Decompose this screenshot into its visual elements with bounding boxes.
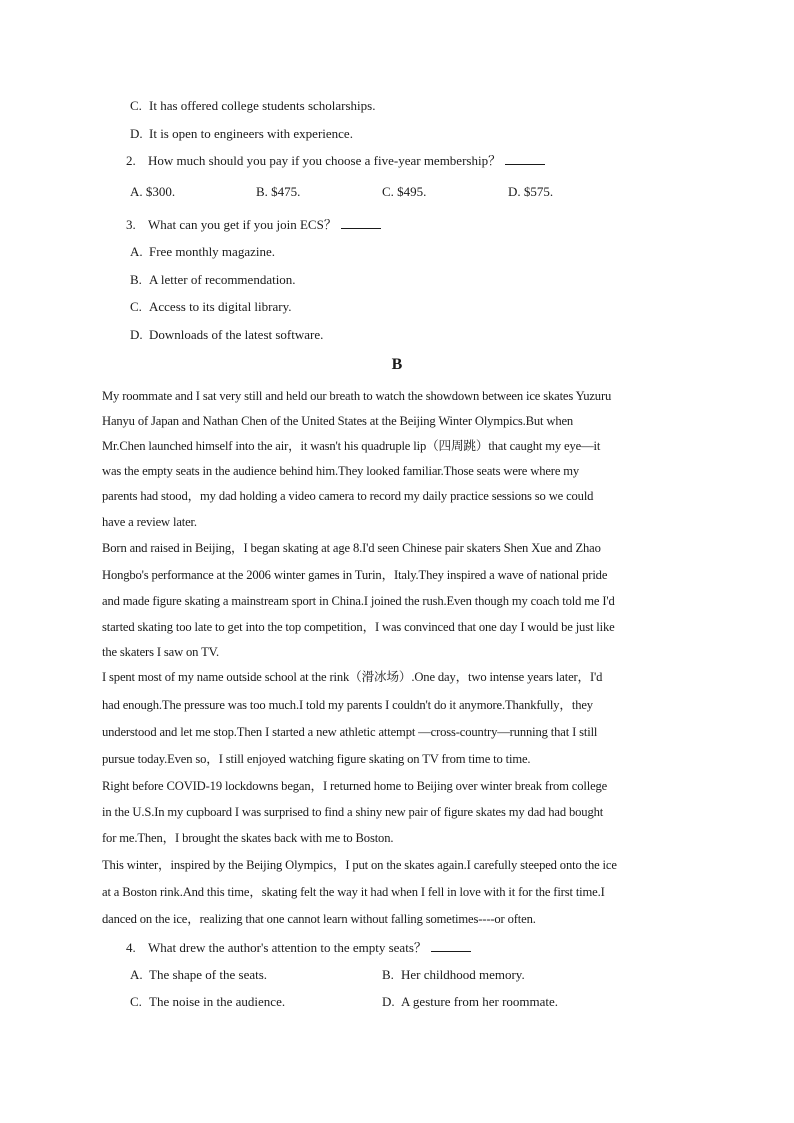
option-text: Free monthly magazine. <box>149 244 275 259</box>
option-text: Her childhood memory. <box>401 967 525 982</box>
passage-line: Right before COVID-19 lockdowns began，I returned home to Beijing over winter break from college <box>102 779 608 793</box>
q3-option-b <box>130 272 296 288</box>
option-label: D. <box>382 994 395 1009</box>
option-label: D. <box>130 126 143 141</box>
question-number: 3. <box>126 217 136 232</box>
passage-line: Born and raised in Beijing，I began skating at age 8.I'd seen Chinese pair skaters Shen Xue and Zhao <box>102 541 601 555</box>
passage-line: for me.Then，I brought the skates back with me to Boston. <box>102 831 394 845</box>
answer-blank[interactable] <box>341 216 381 229</box>
q4-option-a <box>130 967 267 983</box>
option-label: A. <box>130 967 143 982</box>
option-label: C. <box>382 184 394 199</box>
option-text: It has offered college students scholarships. <box>149 98 376 113</box>
question-4 <box>126 939 471 956</box>
passage-line: Hanyu of Japan and Nathan Chen of the United States at the Beijing Winter Olympics.But when <box>102 414 574 428</box>
passage-line: in the U.S.In my cupboard I was surprised to find a shiny new pair of figure skates my dad had bought <box>102 805 604 819</box>
passage-line: Mr.Chen launched himself into the air，it wasn't his quadruple lip（四周跳）that caught my eye—it <box>102 439 601 453</box>
passage-line: have a review later. <box>102 515 197 529</box>
q3-option-a <box>130 244 275 260</box>
option-text: $475. <box>271 184 301 199</box>
q4-option-c <box>130 994 285 1010</box>
answer-blank[interactable] <box>431 939 471 952</box>
option-text: The shape of the seats. <box>149 967 268 982</box>
option-label: C. <box>130 299 142 314</box>
answer-blank[interactable] <box>505 152 545 165</box>
passage-line: was the empty seats in the audience behind him.They looked familiar.Those seats were where my <box>102 464 580 478</box>
q3-option-c <box>130 299 292 315</box>
option-text: $300. <box>145 184 176 199</box>
passage-line: Hongbo's performance at the 2006 winter games in Turin，Italy.They inspired a wave of national pride <box>102 568 608 582</box>
option-label: B. <box>382 967 394 982</box>
question-3 <box>126 216 381 233</box>
option-label: C. <box>130 98 142 113</box>
passage-line: I spent most of my name outside school at the rink（滑冰场）.One day，two intense years later，I'd <box>102 670 603 684</box>
q2-option-b <box>256 184 300 200</box>
option-label: A. <box>130 244 143 259</box>
q3-option-d <box>130 327 323 343</box>
option-label: D. <box>130 327 143 342</box>
section-heading: B <box>391 356 403 373</box>
option-text: Downloads of the latest software. <box>149 327 324 342</box>
passage-line: danced on the ice，realizing that one cannot learn without falling sometimes----or often. <box>102 912 536 926</box>
option-label: C. <box>130 994 142 1009</box>
option-label: A. <box>130 184 143 199</box>
passage-line: and made figure skating a mainstream sport in China.I joined the rush.Even though my coach told me I'd <box>102 594 615 608</box>
passage-line: started skating too late to get into the top competition，I was convinced that one day I would be just like <box>102 620 615 634</box>
option-text: The noise in the audience. <box>149 994 286 1009</box>
q4-option-d <box>382 994 558 1010</box>
question-number: 2. <box>126 153 136 168</box>
q2-option-a <box>130 184 175 200</box>
option-text: $495. <box>397 184 427 199</box>
option-text: A gesture from her roommate. <box>401 994 559 1009</box>
passage-line: My roommate and I sat very still and held our breath to watch the showdown between ice skates Yuzuru <box>102 389 612 403</box>
passage-line: the skaters I saw on TV. <box>102 645 219 659</box>
q2-option-c <box>382 184 426 200</box>
passage-line: pursue today.Even so，I still enjoyed watching figure skating on TV from time to time. <box>102 752 531 766</box>
option-text: It is open to engineers with experience. <box>149 126 353 141</box>
passage-line: had enough.The pressure was too much.I told my parents I couldn't do it anymore.Thankfully，they <box>102 698 593 712</box>
question-number: 4. <box>126 940 136 955</box>
q4-option-b <box>382 967 525 983</box>
passage-line: This winter，inspired by the Beijing Olympics，I put on the skates again.I carefully steeped onto the ice <box>102 858 617 872</box>
q1-option-d <box>130 126 353 142</box>
option-label: B. <box>256 184 268 199</box>
passage-line: parents had stood，my dad holding a video camera to record my daily practice sessions so we could <box>102 489 594 503</box>
question-text: What can you get if you join ECS？ <box>148 217 337 232</box>
passage-line: at a Boston rink.And this time，skating felt the way it had when I fell in love with it for the first time.I <box>102 885 605 899</box>
passage-line: understood and let me stop.Then I started a new athletic attempt —cross-country—running that I still <box>102 725 598 739</box>
option-label: D. <box>508 184 521 199</box>
question-2 <box>126 152 545 169</box>
option-text: $575. <box>523 184 554 199</box>
option-label: B. <box>130 272 142 287</box>
q2-option-d <box>508 184 553 200</box>
q1-option-c <box>130 98 375 114</box>
question-text: What drew the author's attention to the empty seats？ <box>148 940 427 955</box>
option-text: A letter of recommendation. <box>149 272 296 287</box>
option-text: Access to its digital library. <box>149 299 292 314</box>
question-text: How much should you pay if you choose a five-year membership？ <box>148 153 502 168</box>
